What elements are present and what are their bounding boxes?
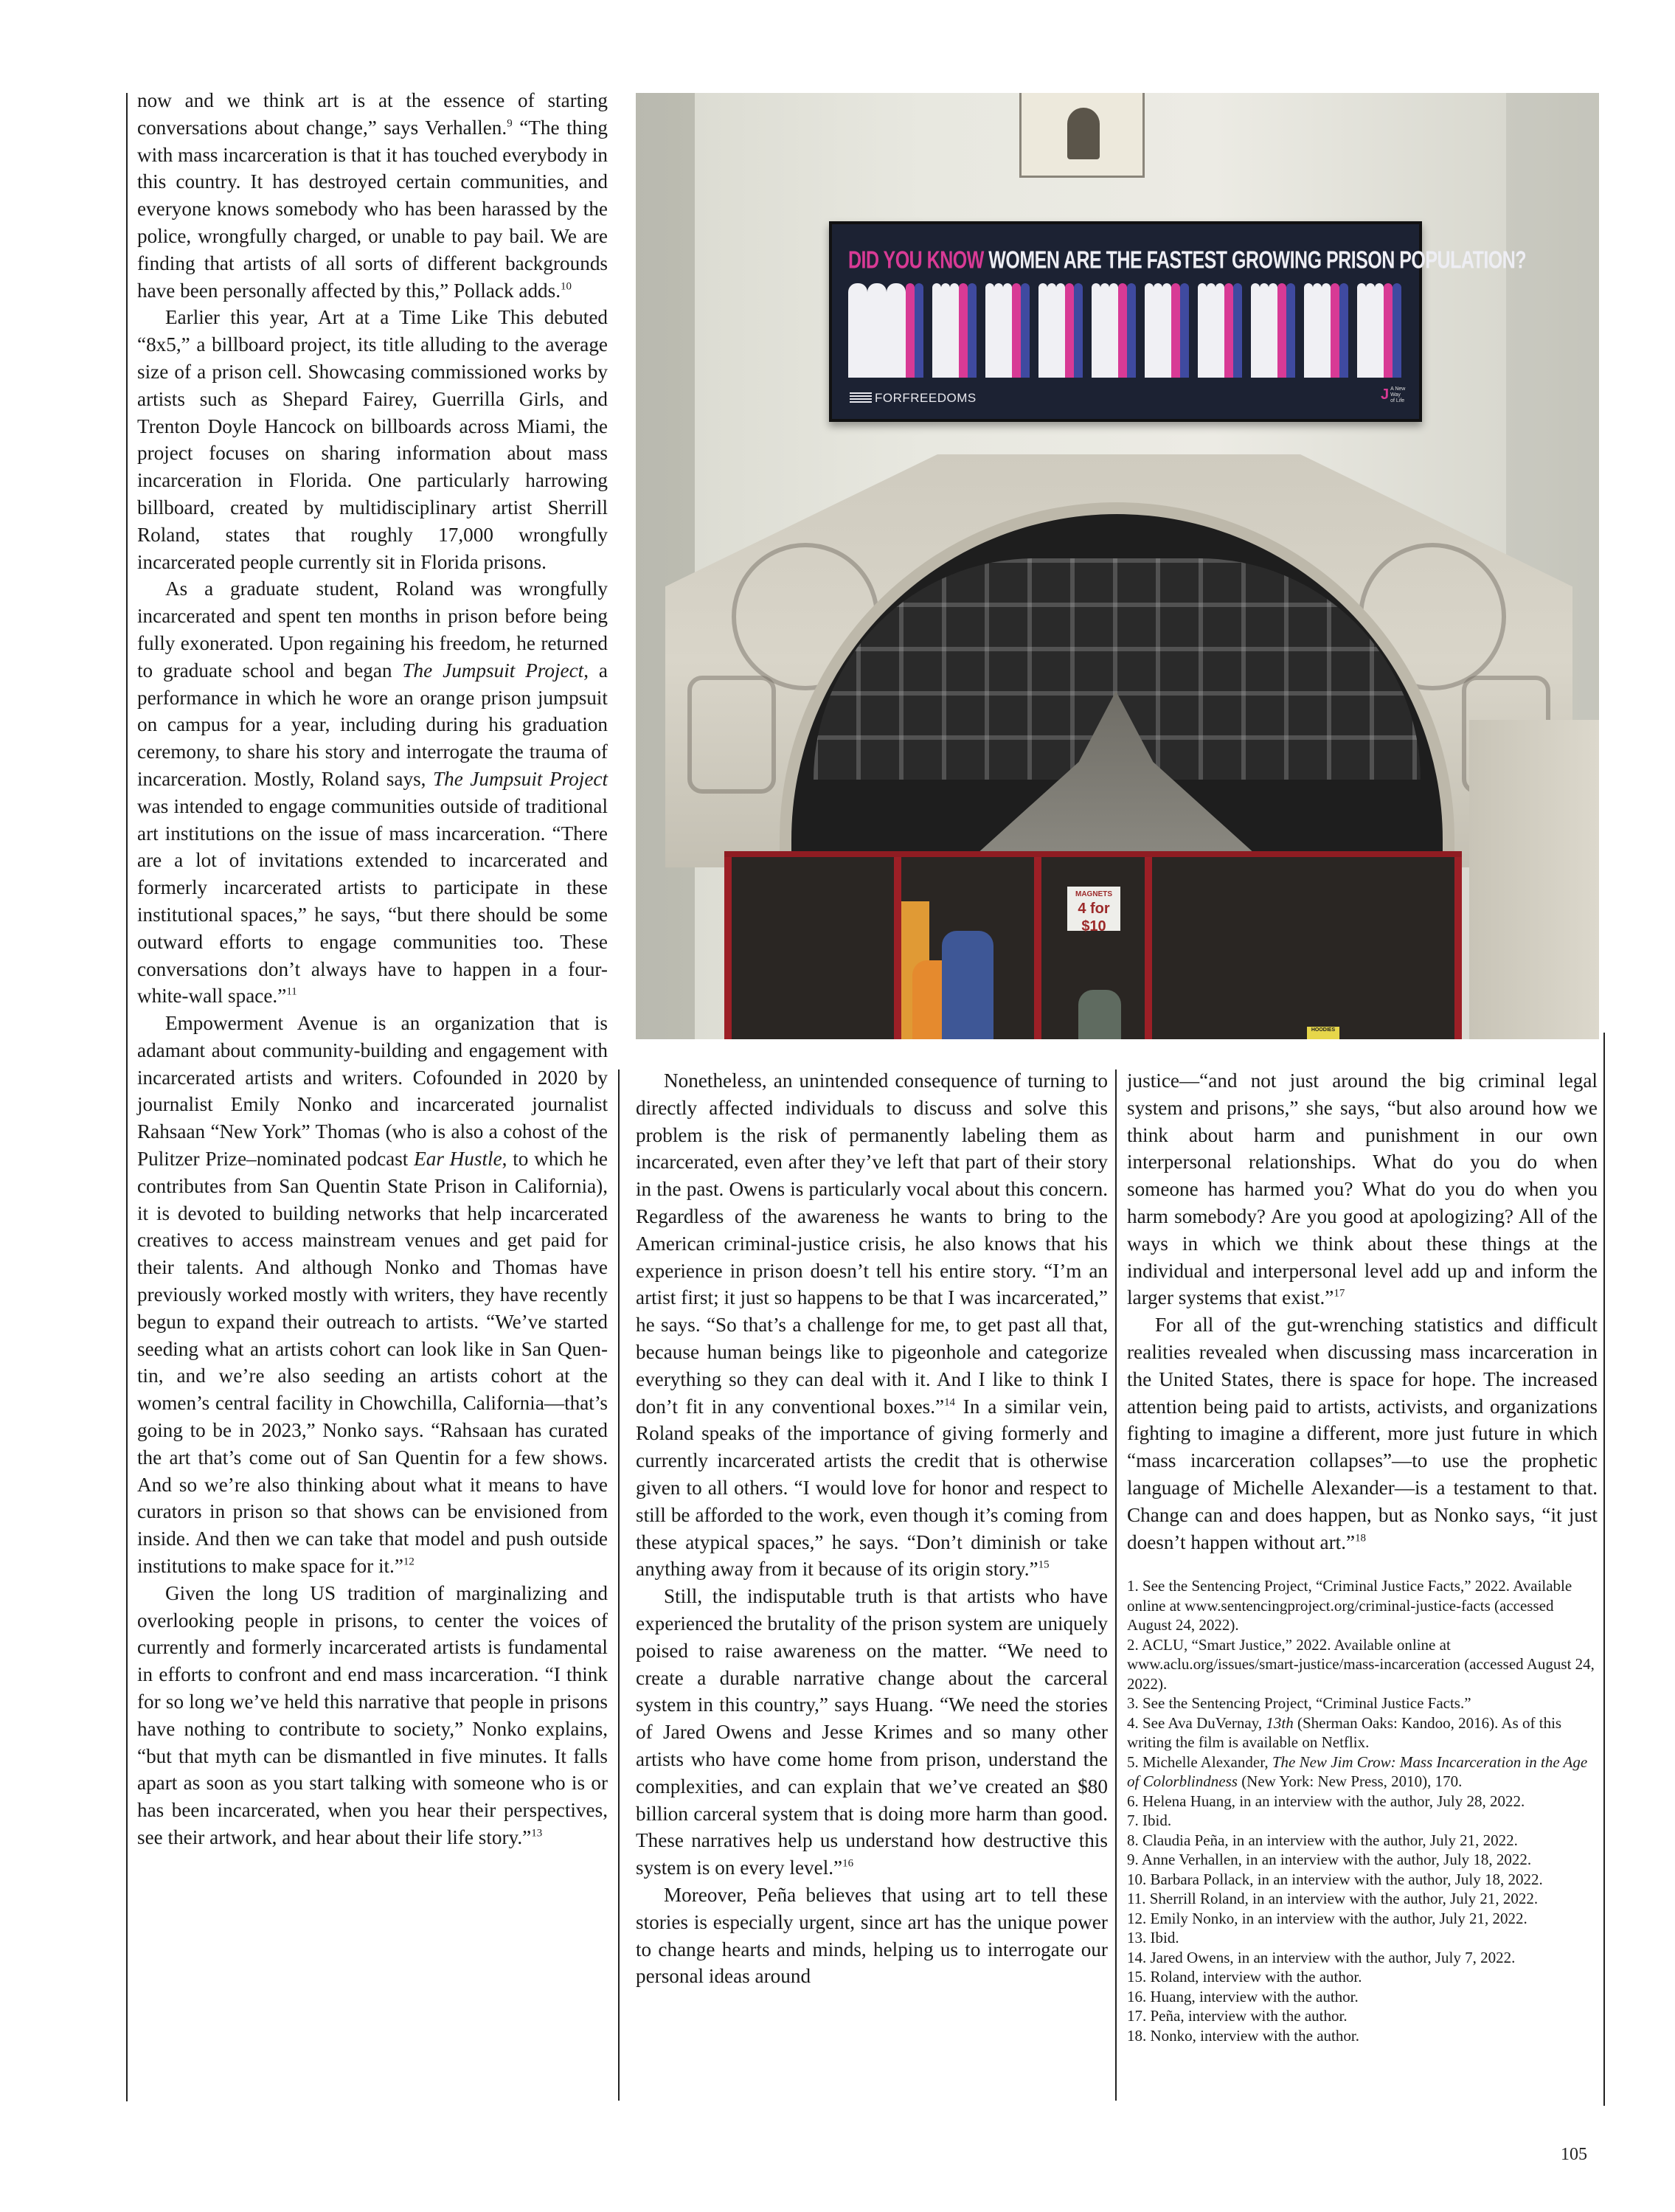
storefront-frame: [1034, 857, 1041, 1039]
footnote: [1127, 1850, 1598, 1870]
billboard: [829, 221, 1527, 422]
brand-mark-icon: J: [1381, 386, 1390, 403]
footnote: [1127, 1752, 1598, 1792]
footnote: [1127, 1831, 1598, 1851]
text-run: was intended to engage communities outside of traditional art institutions on the issue of mass incarceration. “There are a lot of invitations extended to incarcerated and formerly incarcerated artists to participate in these institutional spaces,” he says, “but there should be some outward efforts to engage communities too. These conversations don’t always have to happen in a four-white-wall space.”: [137, 794, 608, 1008]
footnote: [1127, 1693, 1598, 1713]
billboard-headline-highlight: DID YOU KNOW: [848, 246, 984, 274]
face-profile-icon: [1038, 283, 1047, 378]
text-run: Nonetheless, an unintended consequence of turning to directly affected individuals to discuss and solve this problem is the risk of permanently labeling them as incarcerated, even after they’ve left that part of their story in the past. Owens is particularly vocal about this concern. Regardless of the awareness he wants to bring to the American criminal-justice crisis, he also knows that his experience in prison doesn’t tell his entire story. “I’m an artist first; it just so happens to be that I was incarcerated,” he says. “So that’s a challenge for me, to get past all that, because human beings like to pigeonhole and categorize everything so they can deal with it. And I like to think I don’t fit in any conventional boxes.”: [636, 1069, 1108, 1418]
footnote: [1127, 1948, 1598, 1968]
face-profile-icon: [906, 283, 915, 378]
text-run: , a performance in which he wore an orange prison jumpsuit on campus for a year, including during his graduation ceremony, to share his story and interrogate the trauma of incarceration. Mostly, Roland says,: [137, 659, 608, 790]
footnote: [1127, 1635, 1598, 1694]
paragraph: [137, 575, 608, 1010]
face-profile-icon: [1277, 283, 1286, 378]
text-run: Moreover, Peña believes that using art to tell these stories is especially urgent, since art has the unique power to change hearts and minds, helping us to interrogate our personal ideas around: [636, 1883, 1108, 1988]
text-run: 5. Michelle Alexander,: [1127, 1752, 1272, 1771]
text-run: now and we think art is at the essence of starting conversations about change,” says Verhallen.: [137, 89, 608, 139]
face-profile-icon: [1180, 283, 1189, 378]
paragraph: [636, 1583, 1108, 1882]
face-profile-icon: [1100, 283, 1109, 378]
footnote-ref: 9: [507, 117, 513, 130]
footnote-ref: 12: [403, 1556, 415, 1568]
paragraph: [137, 304, 608, 575]
footnote: [1127, 1909, 1598, 1929]
face-profile-icon: [959, 283, 968, 378]
text-run: Empowerment Avenue is an organization that is adamant about community-building and engagement with incarcerated artists and writers. Cofounded in 2020 by journalist Emily Nonko and incarcerated journalist Rahsaan “New York” Thomas (who is also a cohost of the Pulitzer Prize–nominated podcast: [137, 1012, 608, 1171]
article-column-left: [137, 87, 608, 1851]
footnotes: [1127, 1576, 1598, 2045]
storefront-frame: [894, 857, 901, 1039]
footnote: [1127, 1811, 1598, 1831]
face-profile-icon: [1083, 283, 1092, 378]
billboard-corner-logo-text: A New Way of Life: [1390, 386, 1406, 403]
magnets-sign-price: 4 for $10: [1078, 901, 1110, 935]
face-profile-icon: [1118, 283, 1127, 378]
text-run: 13. Ibid.: [1127, 1929, 1179, 1947]
storefront-frame: [1454, 857, 1462, 1039]
face-profile-icon: [1251, 283, 1260, 378]
face-profile-icon: [1136, 283, 1145, 378]
face-profile-icon: [1242, 283, 1251, 378]
face-profile-icon: [1127, 283, 1136, 378]
face-profile-icon: [985, 283, 994, 378]
face-profile-icon: [1171, 283, 1180, 378]
article-column-right: [1127, 1067, 1598, 2045]
face-profile-icon: [1012, 283, 1021, 378]
face-profile-icon: [950, 283, 959, 378]
billboard-logo-text: FORFREEDOMS: [875, 391, 977, 405]
text-run: In a similar vein, Roland speaks of the importance of giving formerly and currently incarcerated artists the credit that is otherwise given to all others. “I would love for honor and respect to still be afforded to the work, even though it’s coming from these atypical spaces,” he says. “Don’t diminish or take anything away from it because of its origin story.”: [636, 1395, 1108, 1581]
magnets-sign: [1067, 887, 1120, 935]
footnote: [1127, 1792, 1598, 1811]
face-profile-icon: [1189, 283, 1198, 378]
footnote-ref: 15: [1038, 1559, 1050, 1571]
text-run: Given the long US tradition of marginalizing and overlooking people in prisons, to center the voices of currently and formerly incarcerated artists is fundamental in efforts to confront and end mass incarceration. “I think for so long we’ve held this narrative that people in prisons have nothing to contribute to society,” Nonko explains, “but that myth can be dismantled in five minutes. It falls apart as soon as you start talking with someone who is or has been incarcerated, when you hear their perspectives, see their artwork, and hear about their life story.”: [137, 1581, 608, 1848]
text-run: 10. Barbara Pollack, in an interview with the author, July 18, 2022.: [1127, 1870, 1543, 1888]
text-run: As a graduate student, Roland was wrongfully incarcerated and spent ten months in prison before being fully exonerated. Upon regaining his freedom, he returned to graduate school and began: [137, 578, 608, 682]
billboard-headline-text: WOMEN ARE THE FASTEST GROWING PRISON POPULATION?: [988, 246, 1527, 274]
billboard-face-profiles-graphic: [848, 283, 1410, 378]
face-profile-icon: [1348, 283, 1357, 378]
pedestrian: [942, 931, 993, 1039]
billboard-corner-logo: [1381, 386, 1406, 409]
paragraph: [137, 1010, 608, 1580]
facade-niche: [1019, 93, 1145, 178]
hoodies-tag: HOODIES: [1307, 1027, 1339, 1039]
face-profile-icon: [1401, 283, 1410, 378]
column-rule-middle-left: [618, 1069, 620, 2101]
face-profile-icon: [1366, 283, 1375, 378]
facade-pillar: [1469, 720, 1599, 1039]
paragraph: [636, 1882, 1108, 1990]
article-column-right-body: [1127, 1067, 1598, 1556]
page-number: 105: [1561, 2145, 1587, 2164]
pedestrian: [1078, 990, 1121, 1039]
billboard-logo: [850, 391, 977, 406]
text-run: 11. Sherrill Roland, in an interview with the author, July 21, 2022.: [1127, 1890, 1539, 1908]
face-profile-icon: [1313, 283, 1322, 378]
paragraph: [137, 87, 608, 304]
face-profile-icon: [977, 283, 985, 378]
text-run: 15. Roland, interview with the author.: [1127, 1968, 1362, 1986]
column-rule-middle-right: [1115, 1069, 1117, 2101]
lamp-icon: [1067, 108, 1100, 159]
face-profile-icon: [1286, 283, 1295, 378]
article-column-middle: [636, 1067, 1108, 1990]
face-profile-icon: [1384, 283, 1393, 378]
face-profile-icon: [1065, 283, 1074, 378]
face-profile-icon: [1269, 283, 1277, 378]
text-run: 6. Helena Huang, in an interview with the author, July 28, 2022.: [1127, 1792, 1525, 1810]
face-profile-icon: [1092, 283, 1100, 378]
face-profile-icon: [1304, 283, 1313, 378]
footnote: [1127, 1967, 1598, 1987]
italic-title: 13th: [1266, 1713, 1294, 1732]
face-profile-icon: [994, 283, 1003, 378]
photo-shadow: [636, 93, 695, 1039]
face-profile-icon: [1260, 283, 1269, 378]
flag-icon: [850, 392, 872, 403]
face-profile-icon: [1339, 283, 1348, 378]
text-run: “The thing with mass incarceration is that it has touched everybody in this country. It has destroyed certain communities, and everyone knows somebody who has been harassed by the police, wrongfully charged, or unable to pay bail. We are finding that artists of all sorts of different backgrounds have been personally affected by this,” Pollack adds.: [137, 116, 608, 302]
magnets-sign-label: MAGNETS: [1075, 890, 1112, 898]
face-profile-icon: [1154, 283, 1162, 378]
face-profile-icon: [1074, 283, 1083, 378]
photo-storefront-billboard: [636, 93, 1599, 1039]
footnote-ref: 13: [531, 1827, 543, 1840]
text-run: Earlier this year, Art at a Time Like This debuted “8x5,” a billboard project, its title alluding to the average size of a prison cell. Showcasing commissioned works by artists such as Shepard Fairey, Guerrilla Girls, and Trenton Doyle Hancock on billboards across Miami, the project focuses on sharing information about mass incarceration in Florida. One particularly harrowing billboard, created by multidisciplinary artist Sherrill Roland, states that roughly 17,000 wrongfully incarcerated people currently sit in Florida prisons.: [137, 306, 608, 573]
storefront: [724, 851, 1462, 1039]
footnote-ref: 17: [1334, 1287, 1345, 1300]
paragraph: [137, 1580, 608, 1851]
footnote: [1127, 1870, 1598, 1890]
text-run: 14. Jared Owens, in an interview with the author, July 7, 2022.: [1127, 1948, 1516, 1966]
face-profile-icon: [1030, 283, 1038, 378]
italic-title: The Jumpsuit Project: [402, 659, 584, 682]
text-run: 16. Huang, interview with the author.: [1127, 1987, 1359, 2005]
text-run: 18. Nonko, interview with the author.: [1127, 2026, 1359, 2045]
text-run: 7. Ibid.: [1127, 1811, 1172, 1830]
column-rule-right: [1603, 1033, 1605, 2106]
face-profile-icon: [887, 283, 906, 378]
face-profile-icon: [1003, 283, 1012, 378]
face-profile-icon: [1198, 283, 1207, 378]
storefront-frame: [724, 857, 732, 1039]
footnote-ref: 11: [286, 985, 297, 998]
face-profile-icon: [1162, 283, 1171, 378]
face-profile-icon: [1215, 283, 1224, 378]
face-profile-icon: [1357, 283, 1366, 378]
face-profile-icon: [1056, 283, 1065, 378]
footnote: [1127, 1987, 1598, 2007]
text-run: 4. See Ava DuVernay,: [1127, 1713, 1266, 1732]
text-run: , to which he contributes from San Quentin State Prison in California), it is devoted to building networks that help incarcerated creatives to access mainstream venues and get paid for their talents. And although Nonko and Thomas have previously worked mostly with writers, they have recently begun to expand their outreach to artists. “We’ve started seeding what an artists cohort can look like in San Quentin, and we’re also seeding an artists cohort at the women’s central facility in Chowchilla, California—that’s going to be in 2023,” Nonko says. “Rahsaan has curated the art that’s come out of San Quentin for a few shows. And so we’re also thinking about what it means to have curators in prison so that shows can be envisioned from inside. And then we can take that model and push outside institutions to make space for it.”: [137, 1148, 608, 1578]
italic-title: The Jumpsuit Project: [433, 767, 608, 790]
footnote-ref: 10: [561, 280, 572, 293]
paragraph: [1127, 1311, 1598, 1556]
face-profile-icon: [1021, 283, 1030, 378]
pagoda-ornament-icon: [687, 676, 776, 794]
text-run: (New York: New Press, 2010), 170.: [1237, 1772, 1463, 1791]
face-profile-icon: [848, 283, 867, 378]
text-run: 17. Peña, interview with the author.: [1127, 2007, 1348, 2025]
face-profile-icon: [968, 283, 977, 378]
footnote: [1127, 1889, 1598, 1909]
face-profile-icon: [932, 283, 941, 378]
face-profile-icon: [1322, 283, 1331, 378]
text-run: For all of the gut-wrenching statistics and difficult realities revealed when discussing mass incarceration in the United States, there is space for hope. The increased attention being paid to artists, activists, and organizations fighting to imagine a different, more just future in which “mass incarceration collapses”—to use the prophetic language of Michelle Alexander—is a testament to that. Change can and does happen, but as Nonko says, “it just doesn’t happen without art.”: [1127, 1314, 1598, 1553]
face-profile-icon: [1109, 283, 1118, 378]
paragraph: [636, 1067, 1108, 1583]
face-profile-icon: [1145, 283, 1154, 378]
face-profile-icon: [1393, 283, 1401, 378]
face-profile-icon: [1295, 283, 1304, 378]
text-run: 3. See the Sentencing Project, “Criminal Justice Facts.”: [1127, 1694, 1471, 1713]
text-run: 12. Emily Nonko, in an interview with the author, July 21, 2022.: [1127, 1909, 1527, 1927]
footnote: [1127, 1928, 1598, 1948]
face-profile-icon: [1224, 283, 1233, 378]
text-run: 9. Anne Verhallen, in an interview with the author, July 18, 2022.: [1127, 1851, 1532, 1869]
text-run: Still, the indisputable truth is that artists who have experienced the brutality of the prison system are uniquely poised to raise awareness on the matter. “We need to create a durable narrative change about the carceral system in this country,” says Huang. “We need the stories of Jared Owens and Jesse Krimes and so many other artists who have come home from prison, understand the complexities, and can explain that we’ve created an $80 billion carceral system that is doing more harm than good. These narratives help us understand how destructive this system is on every level.”: [636, 1585, 1108, 1879]
column-rule-left: [126, 93, 128, 2101]
face-profile-icon: [923, 283, 932, 378]
face-profile-icon: [1331, 283, 1339, 378]
face-profile-icon: [867, 283, 887, 378]
footnote-ref: 18: [1355, 1532, 1367, 1544]
face-profile-icon: [1375, 283, 1384, 378]
footnote: [1127, 2006, 1598, 2026]
text-run: justice—“and not just around the big criminal legal system and prisons,” she says, “but also around how we think about harm and punishment in our own interpersonal relationships. What do you do when someone has harmed you? What do you do when you harm somebody? Are you good at apologizing? All of the ways in which we think about these things at the individual and interpersonal level add up and inform the larger systems that exist.”: [1127, 1069, 1598, 1309]
text-run: 1. See the Sentencing Project, “Criminal Justice Facts,” 2022. Available online at www.sentencingproject.org/criminal-justice-facts (accessed August 24, 2022).: [1127, 1577, 1572, 1634]
text-run: 8. Claudia Peña, in an interview with the author, July 21, 2022.: [1127, 1831, 1518, 1849]
italic-title: The New Jim Crow: Mass Incarceration in the Age of Colorblindness: [1127, 1752, 1588, 1791]
footnote: [1127, 1576, 1598, 1635]
face-profile-icon: [915, 283, 923, 378]
footnote: [1127, 2026, 1598, 2046]
billboard-headline: [848, 246, 1527, 275]
text-run: 2. ACLU, “Smart Justice,” 2022. Available online at www.aclu.org/issues/smart-justice/mass-incarceration (accessed August 24, 2022).: [1127, 1635, 1595, 1693]
italic-title: Ear Hustle: [414, 1148, 502, 1171]
footnote-ref: 14: [944, 1396, 956, 1409]
footnote: [1127, 1713, 1598, 1752]
face-profile-icon: [1233, 283, 1242, 378]
storefront-frame: [1145, 857, 1152, 1039]
text-run: (Sherman Oaks: Kandoo, 2016). As of this writing the film is available on Netflix.: [1127, 1713, 1562, 1752]
footnote-ref: 16: [842, 1857, 854, 1870]
paragraph: [1127, 1067, 1598, 1311]
face-profile-icon: [1207, 283, 1215, 378]
face-profile-icon: [941, 283, 950, 378]
face-profile-icon: [1047, 283, 1056, 378]
